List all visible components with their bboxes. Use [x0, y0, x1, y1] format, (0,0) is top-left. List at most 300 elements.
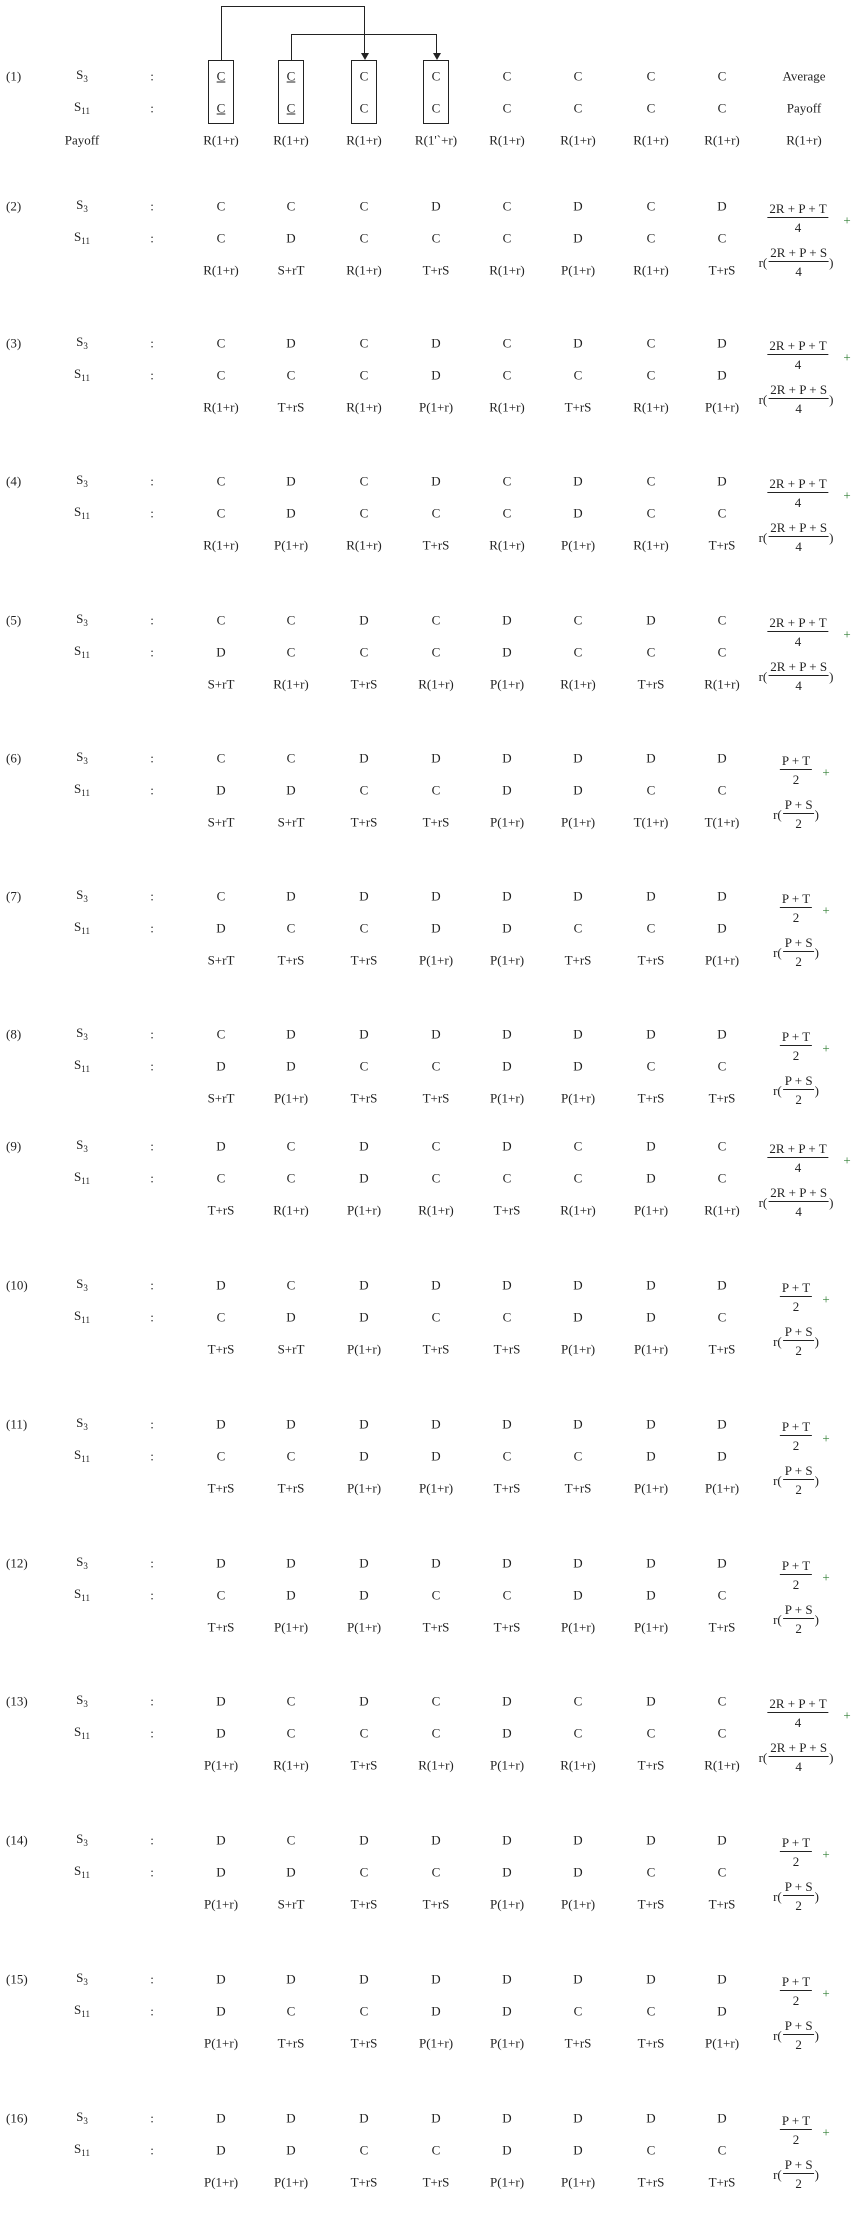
- s11-move: D: [573, 1058, 583, 1074]
- s11-move: C: [359, 367, 369, 383]
- s3-move: C: [431, 1138, 441, 1154]
- s3-label: $S_3$: [76, 611, 88, 628]
- payoff-cell: R(1+r): [346, 132, 382, 148]
- s3-move: D: [359, 1416, 369, 1432]
- s11-move: C: [573, 100, 583, 116]
- s3-move: D: [359, 612, 369, 628]
- s11-label: $S_{11}$: [74, 2002, 90, 2019]
- s3-move: D: [717, 1832, 727, 1848]
- s3-move: D: [573, 1971, 583, 1987]
- payoff-cell: R(1+r): [418, 1757, 454, 1773]
- average-fraction: $\frac{2R + P + T}{4}$: [769, 338, 827, 372]
- row-number: (3): [6, 335, 22, 351]
- payoff-cell: T+rS: [708, 1619, 736, 1635]
- s11-move: C: [359, 1725, 369, 1741]
- arrow-icon: [361, 53, 369, 60]
- s3-move: D: [717, 473, 727, 489]
- payoff-cell: S+rT: [277, 262, 305, 278]
- row-number: (7): [6, 888, 22, 904]
- s11-label: $S_{11}$: [74, 2141, 90, 2158]
- payoff-cell: R(1+r): [489, 399, 525, 415]
- payoff-cell: P(1+r): [489, 1757, 525, 1773]
- colon: :: [150, 230, 154, 246]
- row-number: (11): [6, 1416, 28, 1432]
- s3-move: D: [286, 2110, 296, 2126]
- s3-move: D: [431, 1971, 441, 1987]
- s11-move: C: [573, 2003, 583, 2019]
- average-fraction: $\frac{2R + P + T}{4}$: [769, 201, 827, 235]
- s3-move: D: [646, 1026, 656, 1042]
- payoff-cell: T(1+r): [633, 814, 669, 830]
- s11-move: C: [573, 1170, 583, 1186]
- average-r-fraction: r( $\frac{2R + P + S}{4}$ ): [758, 659, 834, 693]
- s11-move: C: [431, 1587, 441, 1603]
- s11-move: C: [359, 100, 369, 116]
- payoff-cell: R(1+r): [273, 1202, 309, 1218]
- payoff-cell: T+rS: [637, 676, 665, 692]
- s3-move: D: [286, 1416, 296, 1432]
- payoff-cell: T+rS: [422, 1619, 450, 1635]
- s11-move: D: [431, 1448, 441, 1464]
- s3-move: C: [286, 68, 296, 84]
- s3-move: D: [359, 1277, 369, 1293]
- s3-move: D: [359, 1026, 369, 1042]
- s3-label: $S_3$: [76, 2109, 88, 2126]
- s11-move: C: [286, 1725, 296, 1741]
- s11-label: $S_{11}$: [74, 781, 90, 798]
- payoff-cell: R(1+r): [418, 1202, 454, 1218]
- connector-line: [436, 34, 437, 53]
- s11-move: C: [502, 1309, 512, 1325]
- s11-move: D: [286, 230, 296, 246]
- s11-move: C: [431, 1058, 441, 1074]
- s11-move: C: [646, 1725, 656, 1741]
- s3-move: C: [573, 68, 583, 84]
- s3-move: D: [717, 1971, 727, 1987]
- payoff-cell: P(1+r): [560, 1619, 596, 1635]
- s11-move: C: [646, 230, 656, 246]
- s3-move: D: [431, 1026, 441, 1042]
- s11-move: C: [502, 1587, 512, 1603]
- payoff-cell: P(1+r): [704, 952, 740, 968]
- s3-move: D: [646, 1277, 656, 1293]
- payoff-cell: T+rS: [350, 814, 378, 830]
- payoff-cell: T+rS: [277, 1480, 305, 1496]
- colon: :: [150, 68, 154, 84]
- payoff-cell: T+rS: [708, 537, 736, 553]
- connector-line: [364, 6, 365, 53]
- s3-move: D: [573, 1832, 583, 1848]
- s3-move: D: [431, 2110, 441, 2126]
- s3-move: C: [502, 335, 512, 351]
- colon: :: [150, 1971, 154, 1987]
- s11-move: C: [573, 1448, 583, 1464]
- s3-move: D: [573, 473, 583, 489]
- s11-move: C: [431, 1309, 441, 1325]
- s11-move: C: [502, 1448, 512, 1464]
- payoff-cell: T+rS: [708, 2174, 736, 2190]
- colon: :: [150, 1138, 154, 1154]
- s11-move: D: [502, 1725, 512, 1741]
- s3-move: C: [717, 1693, 727, 1709]
- s3-move: C: [216, 68, 226, 84]
- s3-move: D: [646, 1416, 656, 1432]
- row-number: (12): [6, 1555, 28, 1571]
- payoff-cell: T+rS: [422, 537, 450, 553]
- payoff-cell: T+rS: [493, 1480, 521, 1496]
- colon: :: [150, 1170, 154, 1186]
- payoff-cell: P(1+r): [560, 1341, 596, 1357]
- payoff-cell: P(1+r): [633, 1202, 669, 1218]
- s11-move: D: [216, 2142, 226, 2158]
- s11-move: D: [502, 644, 512, 660]
- s3-move: D: [646, 1693, 656, 1709]
- payoff-cell: T+rS: [708, 1341, 736, 1357]
- s3-move: C: [216, 888, 226, 904]
- connector-line: [221, 6, 222, 60]
- payoff-cell: T+rS: [637, 2174, 665, 2190]
- average-r-fraction: r( $\frac{2R + P + S}{4}$ ): [758, 382, 834, 416]
- payoff-cell: R(1+r): [560, 132, 596, 148]
- s11-label: $S_{11}$: [74, 1724, 90, 1741]
- payoff-cell: R(1+r): [273, 676, 309, 692]
- s11-move: C: [646, 1058, 656, 1074]
- s3-move: C: [431, 612, 441, 628]
- colon: :: [150, 1026, 154, 1042]
- s11-move: D: [502, 782, 512, 798]
- average-fraction: $\frac{2R + P + T}{4}$: [769, 1141, 827, 1175]
- average-r-fraction: r( $\frac{P + S}{2}$ ): [773, 2018, 819, 2052]
- average-fraction: $\frac{P + T}{2}$: [781, 753, 811, 787]
- s3-move: D: [359, 750, 369, 766]
- average-r-fraction: r( $\frac{2R + P + S}{4}$ ): [758, 1185, 834, 1219]
- s11-label: $S_{11}$: [74, 643, 90, 660]
- strategy-box: [208, 60, 234, 124]
- s3-move: C: [717, 612, 727, 628]
- s11-move: C: [359, 1864, 369, 1880]
- plus-sign: +: [822, 1040, 830, 1056]
- s3-move: D: [717, 198, 727, 214]
- s3-move: D: [359, 1138, 369, 1154]
- s3-move: C: [286, 612, 296, 628]
- payoff-cell: P(1+r): [560, 2174, 596, 2190]
- s11-move: C: [359, 505, 369, 521]
- s3-move: D: [502, 1416, 512, 1432]
- s3-move: D: [502, 1832, 512, 1848]
- s3-move: C: [286, 1693, 296, 1709]
- s11-move: C: [286, 920, 296, 936]
- payoff-cell: T+rS: [350, 1090, 378, 1106]
- s11-move: D: [502, 920, 512, 936]
- s3-move: C: [216, 198, 226, 214]
- payoff-cell: P(1+r): [346, 1480, 382, 1496]
- colon: :: [150, 1832, 154, 1848]
- average-fraction: $\frac{P + T}{2}$: [781, 2113, 811, 2147]
- s11-move: C: [431, 505, 441, 521]
- s11-label: $S_{11}$: [74, 1057, 90, 1074]
- payoff-cell: S+rT: [277, 814, 305, 830]
- payoff-cell: T+rS: [422, 262, 450, 278]
- s3-move: C: [573, 1693, 583, 1709]
- s3-move: C: [646, 335, 656, 351]
- s11-move: D: [286, 1058, 296, 1074]
- s11-move: C: [286, 2003, 296, 2019]
- s11-move: C: [502, 230, 512, 246]
- colon: :: [150, 1693, 154, 1709]
- s11-move: D: [573, 230, 583, 246]
- s3-move: D: [573, 750, 583, 766]
- s3-move: C: [286, 750, 296, 766]
- payoff-cell: P(1+r): [418, 1480, 454, 1496]
- payoff-cell: P(1+r): [273, 1619, 309, 1635]
- average-fraction: $\frac{P + T}{2}$: [781, 1558, 811, 1592]
- s3-label: $S_3$: [76, 1025, 88, 1042]
- s3-move: D: [359, 1971, 369, 1987]
- payoff-cell: P(1+r): [273, 2174, 309, 2190]
- average-r-fraction: r( $\frac{2R + P + S}{4}$ ): [758, 1740, 834, 1774]
- average-fraction: $\frac{2R + P + T}{4}$: [769, 615, 827, 649]
- payoff-cell: P(1+r): [704, 1480, 740, 1496]
- s3-move: D: [573, 1026, 583, 1042]
- payoff-cell: R(1+r): [203, 537, 239, 553]
- s3-move: D: [359, 888, 369, 904]
- s11-move: C: [646, 505, 656, 521]
- row-number: (9): [6, 1138, 22, 1154]
- s11-move: D: [717, 1448, 727, 1464]
- s11-move: D: [717, 367, 727, 383]
- average-r-fraction: r( $\frac{P + S}{2}$ ): [773, 797, 819, 831]
- payoff-cell: T+rS: [422, 1896, 450, 1912]
- payoff-cell: T+rS: [637, 1896, 665, 1912]
- payoff-cell: P(1+r): [633, 1480, 669, 1496]
- colon: :: [150, 505, 154, 521]
- colon: :: [150, 750, 154, 766]
- s3-move: D: [502, 1026, 512, 1042]
- payoff-cell: R(1+r): [633, 537, 669, 553]
- payoff-cell: S+rT: [277, 1896, 305, 1912]
- payoff-cell: P(1+r): [560, 537, 596, 553]
- s3-move: D: [717, 1416, 727, 1432]
- s11-move: C: [359, 2003, 369, 2019]
- payoff-cell: R(1+r): [273, 132, 309, 148]
- average-r-fraction: r( $\frac{2R + P + S}{4}$ ): [758, 520, 834, 554]
- s11-move: D: [216, 1725, 226, 1741]
- payoff-cell: T+rS: [564, 952, 592, 968]
- payoff-cell: T+rS: [708, 262, 736, 278]
- payoff-cell: T+rS: [207, 1480, 235, 1496]
- payoff-cell: T+rS: [277, 952, 305, 968]
- payoff-cell: R(1+r): [203, 262, 239, 278]
- s11-move: C: [717, 2142, 727, 2158]
- s3-move: D: [359, 1832, 369, 1848]
- s3-move: D: [717, 335, 727, 351]
- colon: :: [150, 367, 154, 383]
- colon: :: [150, 100, 154, 116]
- s3-move: D: [717, 1026, 727, 1042]
- average-fraction: $\frac{P + T}{2}$: [781, 1419, 811, 1453]
- s3-label: $S_3$: [76, 197, 88, 214]
- payoff-cell: R(1+r): [418, 676, 454, 692]
- s11-move: D: [431, 2003, 441, 2019]
- connector-line: [291, 34, 437, 35]
- s3-move: D: [646, 1971, 656, 1987]
- s11-move: D: [286, 1309, 296, 1325]
- s11-move: C: [717, 1170, 727, 1186]
- plus-sign: +: [843, 212, 851, 228]
- s3-move: D: [502, 1971, 512, 1987]
- s3-move: D: [573, 1277, 583, 1293]
- s11-move: C: [502, 1170, 512, 1186]
- payoff-cell: S+rT: [207, 676, 235, 692]
- s11-move: D: [573, 2142, 583, 2158]
- s11-move: D: [431, 920, 441, 936]
- colon: :: [150, 1725, 154, 1741]
- s11-move: D: [216, 644, 226, 660]
- payoff-cell: R(1+r): [273, 1757, 309, 1773]
- row-number: (15): [6, 1971, 28, 1987]
- payoff-cell: P(1+r): [489, 814, 525, 830]
- s11-move: C: [717, 230, 727, 246]
- s11-move: D: [286, 782, 296, 798]
- s11-move: D: [216, 2003, 226, 2019]
- s11-move: C: [717, 782, 727, 798]
- s11-move: C: [286, 100, 296, 116]
- payoff-cell: R(1+r): [704, 132, 740, 148]
- payoff-cell: P(1+r): [560, 1896, 596, 1912]
- s3-move: D: [646, 1138, 656, 1154]
- average-r-fraction: r( $\frac{2R + P + S}{4}$ ): [758, 245, 834, 279]
- s11-move: C: [431, 644, 441, 660]
- s11-move: C: [216, 1587, 226, 1603]
- s11-move: C: [502, 505, 512, 521]
- s3-move: D: [502, 612, 512, 628]
- s11-move: C: [286, 1448, 296, 1464]
- s11-move: D: [286, 1587, 296, 1603]
- s11-move: D: [502, 1864, 512, 1880]
- s11-move: D: [646, 1448, 656, 1464]
- payoff-cell: P(1+r): [489, 1090, 525, 1106]
- s11-label: $S_{11}$: [74, 1169, 90, 1186]
- payoff-cell: P(1+r): [273, 537, 309, 553]
- s3-move: D: [286, 1971, 296, 1987]
- average-r-fraction: r( $\frac{P + S}{2}$ ): [773, 1602, 819, 1636]
- s3-move: D: [502, 1555, 512, 1571]
- average-fraction: $\frac{2R + P + T}{4}$: [769, 1696, 827, 1730]
- s3-move: C: [216, 750, 226, 766]
- colon: :: [150, 198, 154, 214]
- payoff-cell: T+rS: [708, 1896, 736, 1912]
- s11-move: D: [502, 1058, 512, 1074]
- s3-move: C: [502, 68, 512, 84]
- payoff-cell: R(1+r): [704, 1202, 740, 1218]
- s11-move: C: [216, 230, 226, 246]
- s11-move: C: [431, 1864, 441, 1880]
- s3-move: D: [646, 750, 656, 766]
- s3-move: C: [431, 68, 441, 84]
- payoff-cell: T+rS: [637, 952, 665, 968]
- average-fraction: $\frac{P + T}{2}$: [781, 1835, 811, 1869]
- s11-move: C: [359, 1058, 369, 1074]
- s3-move: D: [216, 2110, 226, 2126]
- payoff-cell: P(1+r): [560, 814, 596, 830]
- s3-move: D: [573, 888, 583, 904]
- payoff-cell: T+rS: [564, 399, 592, 415]
- s11-move: C: [573, 644, 583, 660]
- payoff-cell: T+rS: [637, 1090, 665, 1106]
- s11-move: D: [359, 1170, 369, 1186]
- s11-label: $S_{11}$: [74, 1447, 90, 1464]
- payoff-cell: R(1+r): [560, 676, 596, 692]
- s11-label: $S_{11}$: [74, 1863, 90, 1880]
- strategy-box: [351, 60, 377, 124]
- s11-move: D: [216, 920, 226, 936]
- row-number: (16): [6, 2110, 28, 2126]
- s3-move: D: [431, 750, 441, 766]
- colon: :: [150, 888, 154, 904]
- s3-move: D: [717, 1277, 727, 1293]
- s11-move: C: [359, 920, 369, 936]
- s3-label: $S_3$: [76, 1415, 88, 1432]
- s3-move: D: [573, 2110, 583, 2126]
- connector-line: [221, 6, 365, 7]
- s11-move: C: [431, 1170, 441, 1186]
- s11-move: C: [431, 2142, 441, 2158]
- colon: :: [150, 473, 154, 489]
- plus-sign: +: [822, 1985, 830, 2001]
- s3-move: D: [286, 888, 296, 904]
- s11-move: C: [502, 100, 512, 116]
- payoff-cell: P(1+r): [346, 1202, 382, 1218]
- colon: :: [150, 782, 154, 798]
- colon: :: [150, 1587, 154, 1603]
- s3-move: C: [502, 473, 512, 489]
- payoff-cell: P(1+r): [203, 2174, 239, 2190]
- s3-label: $S_3$: [76, 1137, 88, 1154]
- plus-sign: +: [822, 1569, 830, 1585]
- payoff-cell: P(1+r): [346, 1619, 382, 1635]
- payoff-cell: R(1+r): [633, 262, 669, 278]
- colon: :: [150, 1058, 154, 1074]
- payoff-cell: T+rS: [564, 1480, 592, 1496]
- s11-move: C: [216, 367, 226, 383]
- s11-move: C: [431, 1725, 441, 1741]
- s3-move: D: [359, 1555, 369, 1571]
- s11-move: C: [646, 1864, 656, 1880]
- s11-move: C: [646, 782, 656, 798]
- payoff-cell: R(1+r): [633, 399, 669, 415]
- payoff-cell: R(1+r): [346, 262, 382, 278]
- colon: :: [150, 920, 154, 936]
- payoff-cell: P(1+r): [346, 1341, 382, 1357]
- s11-move: D: [717, 920, 727, 936]
- s11-move: C: [646, 100, 656, 116]
- s11-move: D: [216, 1864, 226, 1880]
- strategy-box: [278, 60, 304, 124]
- payoff-cell: S+rT: [207, 1090, 235, 1106]
- s3-move: D: [502, 750, 512, 766]
- payoff-cell: R(1+r): [489, 262, 525, 278]
- payoff-cell: T+rS: [422, 1341, 450, 1357]
- s3-move: C: [286, 198, 296, 214]
- s11-move: D: [216, 1058, 226, 1074]
- s11-move: D: [359, 1587, 369, 1603]
- s3-move: D: [286, 473, 296, 489]
- payoff-cell: T+rS: [350, 1896, 378, 1912]
- s11-move: C: [646, 2142, 656, 2158]
- s3-move: D: [573, 198, 583, 214]
- s11-move: C: [717, 1725, 727, 1741]
- payoff-cell: T+rS: [277, 399, 305, 415]
